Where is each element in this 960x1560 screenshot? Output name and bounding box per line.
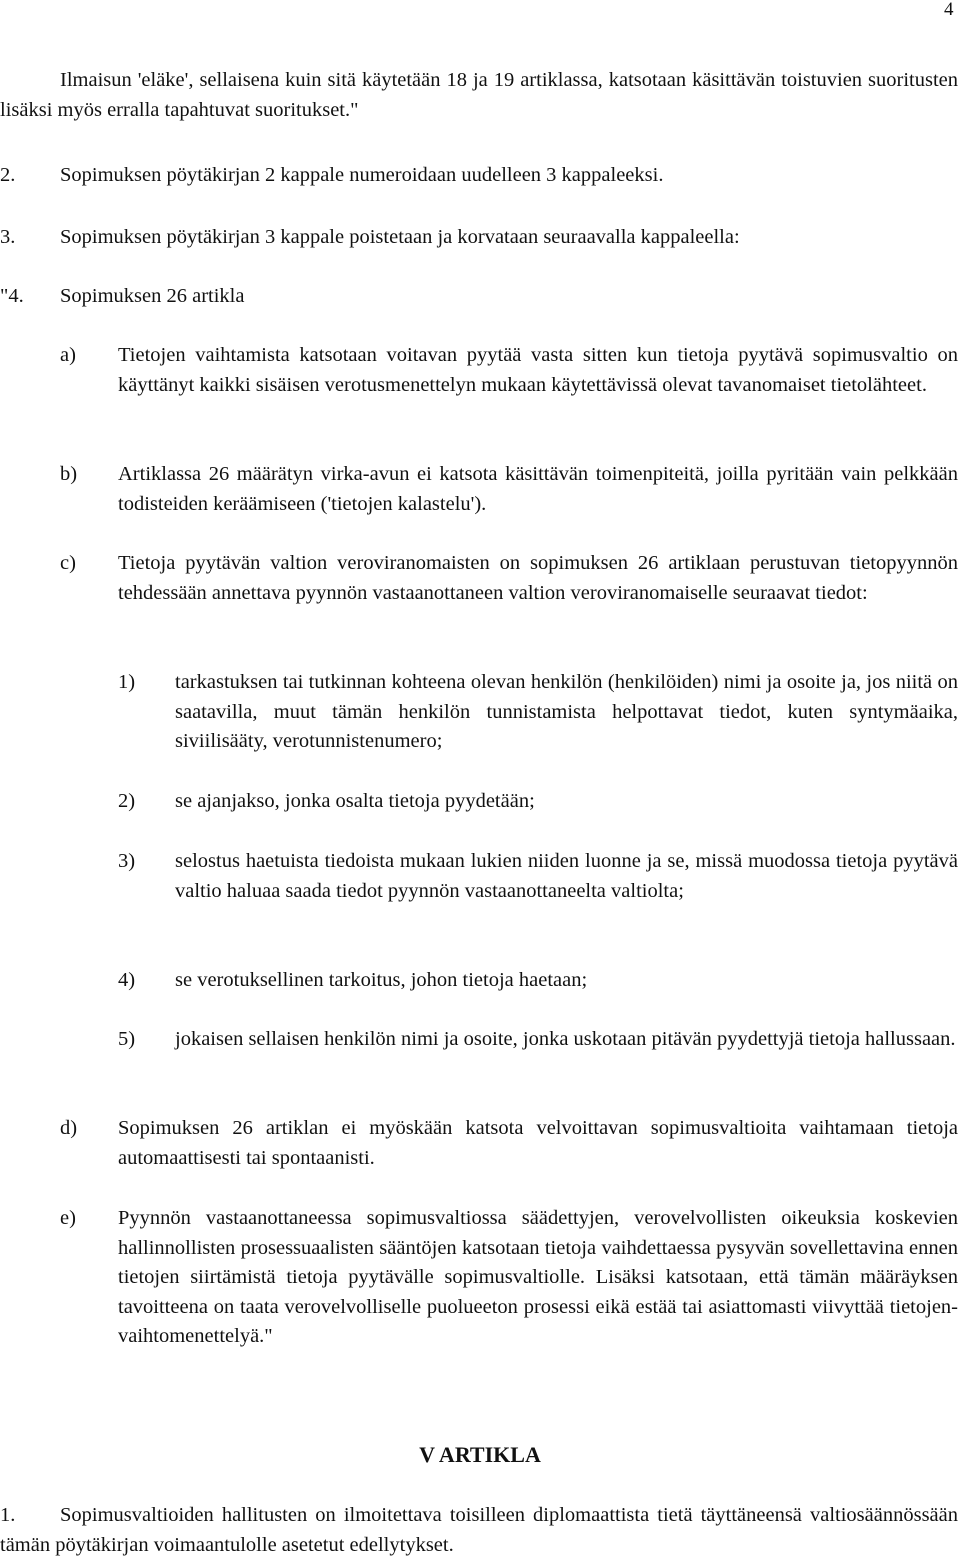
page-number: 4 (944, 0, 954, 20)
subitem-label: 1) (118, 671, 136, 693)
point-number: "4. (0, 285, 24, 307)
item-text: Tietoja pyytävän valtion veroviranomaisten on sopimuksen 26 artiklaan perustuvan tietopyynnön tehdessään annettava pyynnön vastaanottaneen valtion veroviranomaiselle seuraavat tiedot: (118, 552, 958, 604)
item-label: e) (60, 1207, 76, 1229)
item-text: Pyynnön vastaanottaneessa sopimusvaltiossa säädettyjen, verovelvollisten oikeuksia koskevien hallinnollisten prosessuaalisten sääntöjen katsotaan tietoja vaihdettaessa pysyvän sovellettavina ennen tietojen siirtämistä tietoja pyytävälle sopimusvaltiolle. Lisäksi katsotaan, että tämän määräyksen tavoitteena on taata verovelvolliselle puolueeton prosessi eikä estää tai asiattomasti viivyttää tietojenvaihtomenettelyä." (118, 1207, 958, 1347)
section-heading: V ARTIKLA (419, 1442, 541, 1467)
item-text: Artiklassa 26 määrätyn virka-avun ei katsota käsittävän toimenpiteitä, joilla pyritään vain pelkkään todisteiden keräämiseen ('tietojen kalastelu'). (118, 463, 958, 515)
subitem-label: 2) (118, 790, 136, 812)
subitem-text: tarkastuksen tai tutkinnan kohteena olevan henkilön (henkilöiden) nimi ja osoite ja, jos niitä on saatavilla, muut tämän henkilön tunnistamista helpottavat tiedot, kuten syntymäaika, siviilisääty, verotunnistenumero; (175, 671, 958, 752)
subitem-label: 3) (118, 850, 136, 872)
point-number: 1. (0, 1504, 16, 1526)
subitem-label: 4) (118, 969, 136, 991)
subitem-text: jokaisen sellaisen henkilön nimi ja osoite, jonka uskotaan pitävän pyydettyjä tietoja hallussaan. (175, 1028, 956, 1050)
subitem-text: se verotuksellinen tarkoitus, johon tietoja haetaan; (175, 969, 588, 991)
final-point-text: Sopimusvaltioiden hallitusten on ilmoitettava toisilleen diplomaattista tietä täyttäneensä valtiosäännössään tämän pöytäkirjan voimaantulolle asetetut edellytykset. (0, 1504, 958, 1556)
item-text: Sopimuksen 26 artiklan ei myöskään katsota velvoittavan sopimusvaltioita vaihtamaan tietoja automaattisesti tai spontaanisti. (118, 1117, 958, 1169)
item-label: c) (60, 552, 76, 574)
subitem-text: selostus haetuista tiedoista mukaan lukien niiden luonne ja se, missä muodossa tietoja pyytävä valtio haluaa saada tiedot pyynnön vastaanottaneelta valtiolta; (175, 850, 958, 902)
point-text: Sopimuksen pöytäkirjan 3 kappale poistetaan ja korvataan seuraavalla kappaleella: (60, 226, 740, 248)
subitem-text: se ajanjakso, jonka osalta tietoja pyydetään; (175, 790, 535, 812)
intro-paragraph: Ilmaisun 'eläke', sellaisena kuin sitä käytetään 18 ja 19 artiklassa, katsotaan käsittävän toistuvien suoritusten lisäksi myös erralla tapahtuvat suoritukset." (0, 69, 958, 121)
point-text: Sopimuksen 26 artikla (60, 285, 245, 307)
subitem-label: 5) (118, 1028, 136, 1050)
point-text: Sopimuksen pöytäkirjan 2 kappale numeroidaan uudelleen 3 kappaleeksi. (60, 164, 664, 186)
item-label: a) (60, 344, 76, 366)
item-label: d) (60, 1117, 78, 1139)
item-label: b) (60, 463, 78, 485)
item-text: Tietojen vaihtamista katsotaan voitavan pyytää vasta sitten kun tietoja pyytävä sopimusvaltio on käyttänyt kaikki sisäisen verotusmenettelyn mukaan käytettävissä olevat tavanomaiset tietolähteet. (118, 344, 958, 396)
point-number: 2. (0, 164, 16, 186)
point-number: 3. (0, 226, 16, 248)
